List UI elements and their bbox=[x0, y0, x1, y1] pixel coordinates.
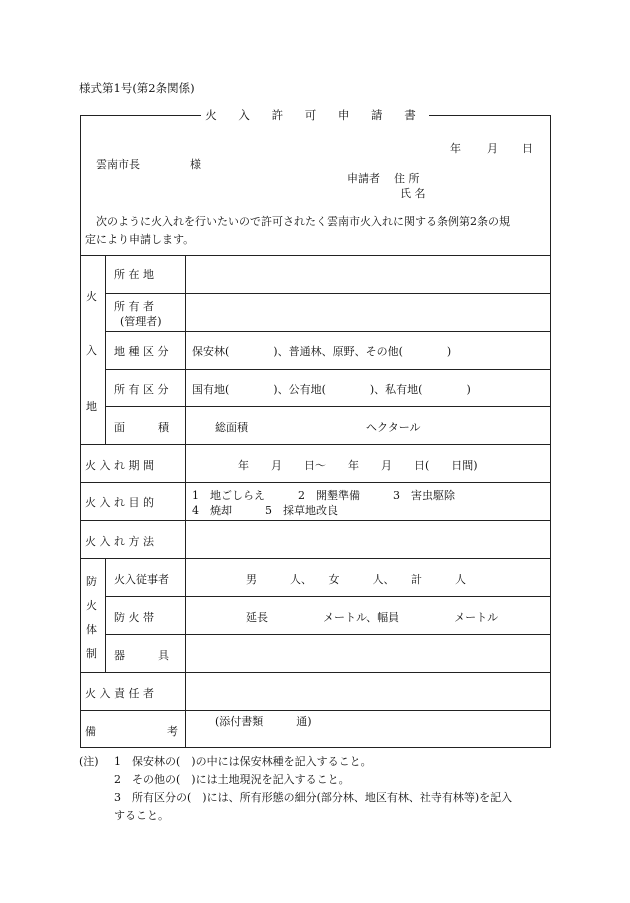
land-group-char: 火 bbox=[86, 290, 97, 303]
land-type-value: 保安林( )、普通林、原野、その他( ) bbox=[192, 345, 452, 358]
row-divider bbox=[105, 406, 551, 407]
notes-prefix: (注) bbox=[79, 755, 99, 768]
period-label: 火 入 れ 期 間 bbox=[85, 459, 154, 472]
workers-label: 火入従事者 bbox=[114, 573, 169, 586]
row-divider bbox=[105, 293, 551, 294]
land-group-char: 入 bbox=[86, 344, 97, 357]
area-total-label: 総面積 bbox=[215, 421, 248, 434]
row-divider bbox=[80, 672, 551, 673]
request-body-line2: 定により申請します。 bbox=[85, 233, 195, 246]
row-divider bbox=[80, 444, 551, 445]
note-1: 1 保安林の( )の中には保安林種を記入すること。 bbox=[114, 755, 372, 768]
fire-group-char: 体 bbox=[86, 623, 97, 636]
responsible-label: 火 入 責 任 者 bbox=[85, 687, 154, 700]
method-label: 火 入 れ 方 法 bbox=[85, 535, 154, 548]
label-column-divider bbox=[185, 255, 186, 748]
ownership-label: 所 有 区 分 bbox=[114, 383, 169, 396]
firebreak-label: 防 火 帯 bbox=[114, 611, 154, 624]
row-divider bbox=[80, 520, 551, 521]
row-divider bbox=[80, 255, 551, 256]
row-divider bbox=[105, 634, 551, 635]
remarks-label-left: 備 bbox=[85, 725, 96, 738]
equipment-label: 器 具 bbox=[114, 649, 169, 662]
remarks-attachments: (添付書類 通) bbox=[215, 715, 312, 728]
fire-group-char: 防 bbox=[86, 575, 97, 588]
location-label: 所 在 地 bbox=[114, 268, 154, 281]
period-value: 年 月 日～ 年 月 日( 日間) bbox=[238, 459, 478, 472]
date-day-label: 日 bbox=[522, 142, 533, 155]
form-title: 火 入 許 可 申 請 書 bbox=[0, 107, 630, 123]
address-label: 住 所 bbox=[394, 172, 420, 185]
group-divider bbox=[105, 558, 106, 672]
row-divider bbox=[105, 596, 551, 597]
row-divider bbox=[80, 558, 551, 559]
date-month-label: 月 bbox=[487, 142, 498, 155]
manager-label: (管理者) bbox=[120, 315, 162, 328]
purpose-options-line2: 4 焼却 5 採草地改良 bbox=[192, 504, 338, 517]
row-divider bbox=[80, 710, 551, 711]
remarks-label-right: 考 bbox=[167, 725, 178, 738]
addressee: 雲南市長 bbox=[96, 158, 140, 171]
note-3: 3 所有区分の( )には、所有形態の細分(部分林、地区有林、社寺有林等)を記入 bbox=[114, 791, 513, 804]
row-divider bbox=[105, 331, 551, 332]
request-body-line1: 次のように火入れを行いたいので許可されたく雲南市火入れに関する条例第2条の規 bbox=[96, 215, 510, 228]
name-label: 氏 名 bbox=[400, 187, 426, 200]
ownership-value: 国有地( )、公有地( )、私有地( ) bbox=[192, 383, 471, 396]
firebreak-value: 延長 メートル、幅員 メートル bbox=[246, 611, 499, 624]
purpose-options-line1: 1 地ごしらえ 2 開墾準備 3 害虫駆除 bbox=[192, 489, 455, 502]
purpose-label: 火 入 れ 目 的 bbox=[85, 496, 154, 509]
honorific: 様 bbox=[190, 158, 201, 171]
land-group-char: 地 bbox=[86, 400, 97, 413]
note-3-continued: すること。 bbox=[114, 809, 169, 822]
date-year-label: 年 bbox=[450, 142, 461, 155]
group-divider bbox=[105, 255, 106, 444]
form-number-label: 様式第1号(第2条関係) bbox=[79, 81, 195, 95]
workers-value: 男 人、 女 人、 計 人 bbox=[246, 573, 466, 586]
fire-group-char: 制 bbox=[86, 647, 97, 660]
owner-label: 所 有 者 bbox=[114, 300, 154, 313]
applicant-label: 申請者 bbox=[347, 172, 380, 185]
row-divider bbox=[105, 369, 551, 370]
area-label: 面 積 bbox=[114, 421, 169, 434]
row-divider bbox=[80, 482, 551, 483]
fire-group-char: 火 bbox=[86, 599, 97, 612]
note-2: 2 その他の( )には土地現況を記入すること。 bbox=[114, 773, 350, 786]
area-unit-label: ヘクタール bbox=[366, 421, 421, 434]
land-type-label: 地 種 区 分 bbox=[114, 345, 169, 358]
